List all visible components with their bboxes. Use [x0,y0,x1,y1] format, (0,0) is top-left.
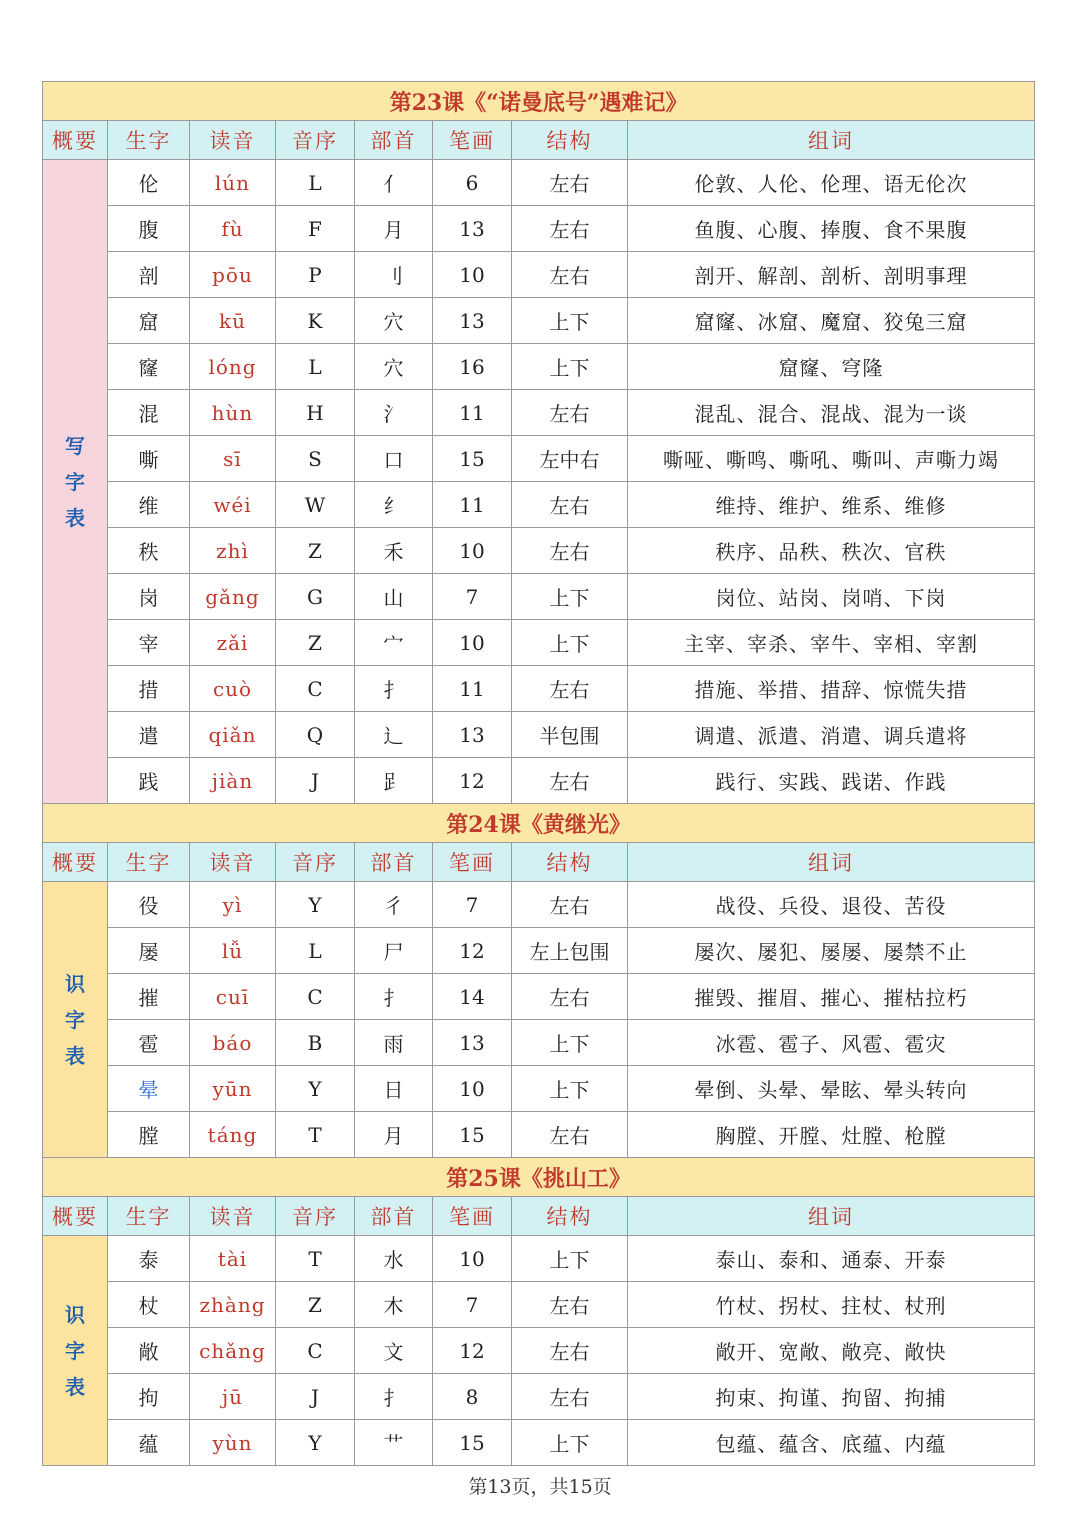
cell-radical: 木 [355,1282,433,1328]
cell-words: 嘶哑、嘶鸣、嘶吼、嘶叫、声嘶力竭 [628,436,1035,482]
cell-structure: 上下 [512,574,628,620]
cell-words: 摧毁、摧眉、摧心、摧枯拉朽 [628,974,1035,1020]
cell-radical: 水 [355,1236,433,1282]
cell-radical: 口 [355,436,433,482]
table-row [43,390,1035,436]
column-header-words: 组词 [628,843,1035,882]
column-header-words: 组词 [628,1197,1035,1236]
cell-radical: 月 [355,206,433,252]
cell-strokes: 13 [433,712,512,758]
cell-words: 拘束、拘谨、拘留、拘捕 [628,1374,1035,1420]
cell-radical: 氵 [355,390,433,436]
column-header-order: 音序 [276,121,355,160]
section-label: 识 字 表 [43,882,108,1158]
cell-order: Y [276,1066,355,1112]
cell-char: 拘 [108,1374,190,1420]
table-row [43,298,1035,344]
table-row [43,1066,1035,1112]
cell-pinyin: zhàng [190,1282,276,1328]
cell-pinyin: zǎi [190,620,276,666]
cell-order: C [276,974,355,1020]
cell-structure: 左上包围 [512,928,628,974]
cell-words: 调遣、派遣、消遣、调兵遣将 [628,712,1035,758]
cell-words: 战役、兵役、退役、苦役 [628,882,1035,928]
cell-strokes: 10 [433,252,512,298]
cell-words: 维持、维护、维系、维修 [628,482,1035,528]
cell-order: Y [276,882,355,928]
cell-char: 岗 [108,574,190,620]
cell-radical: 𧾷 [355,758,433,804]
cell-char: 秩 [108,528,190,574]
cell-pinyin: lǚ [190,928,276,974]
table-row [43,1236,1035,1282]
cell-char: 窿 [108,344,190,390]
table-row [43,528,1035,574]
cell-words: 冰雹、雹子、风雹、雹灾 [628,1020,1035,1066]
table-row [43,758,1035,804]
cell-radical: 艹 [355,1420,433,1466]
cell-pinyin: jū [190,1374,276,1420]
cell-pinyin: zhì [190,528,276,574]
cell-char: 维 [108,482,190,528]
cell-pinyin: lóng [190,344,276,390]
cell-order: Z [276,1282,355,1328]
cell-strokes: 15 [433,1112,512,1158]
cell-pinyin: cuò [190,666,276,712]
cell-radical: 刂 [355,252,433,298]
table-row [43,344,1035,390]
cell-strokes: 7 [433,574,512,620]
column-header-row [43,843,1035,882]
cell-order: B [276,1020,355,1066]
cell-pinyin: kū [190,298,276,344]
table-row [43,928,1035,974]
column-header-pinyin: 读音 [190,843,276,882]
cell-order: H [276,390,355,436]
cell-radical: 穴 [355,344,433,390]
cell-strokes: 12 [433,928,512,974]
lesson-title-row [43,804,1035,843]
page-footer: 第13页，共15页 [468,1476,612,1498]
cell-structure: 上下 [512,1020,628,1066]
cell-words: 包蕴、蕴含、底蕴、内蕴 [628,1420,1035,1466]
cell-strokes: 11 [433,482,512,528]
cell-words: 胸膛、开膛、灶膛、枪膛 [628,1112,1035,1158]
column-header-summary: 概要 [43,1197,108,1236]
cell-radical: 辶 [355,712,433,758]
column-header-radical: 部首 [355,121,433,160]
cell-words: 剖开、解剖、剖析、剖明事理 [628,252,1035,298]
cell-pinyin: táng [190,1112,276,1158]
cell-order: L [276,344,355,390]
cell-words: 敞开、宽敞、敞亮、敞快 [628,1328,1035,1374]
cell-structure: 左右 [512,1112,628,1158]
cell-char: 腹 [108,206,190,252]
cell-strokes: 10 [433,528,512,574]
lesson-title-row [43,82,1035,121]
cell-words: 秩序、品秩、秩次、官秩 [628,528,1035,574]
cell-words: 伦敦、人伦、伦理、语无伦次 [628,160,1035,206]
cell-pinyin: qiǎn [190,712,276,758]
lesson-title-row [43,1158,1035,1197]
column-header-summary: 概要 [43,121,108,160]
column-header-words: 组词 [628,121,1035,160]
cell-structure: 左右 [512,1282,628,1328]
vocabulary-table [42,81,1035,1466]
cell-radical: 彳 [355,882,433,928]
cell-words: 泰山、泰和、通泰、开泰 [628,1236,1035,1282]
column-header-char: 生字 [108,121,190,160]
cell-structure: 左右 [512,252,628,298]
cell-structure: 左右 [512,482,628,528]
cell-order: Z [276,620,355,666]
cell-words: 屡次、屡犯、屡屡、屡禁不止 [628,928,1035,974]
cell-char: 屡 [108,928,190,974]
cell-strokes: 15 [433,1420,512,1466]
cell-order: J [276,1374,355,1420]
table-row [43,974,1035,1020]
column-header-strokes: 笔画 [433,121,512,160]
column-header-structure: 结构 [512,121,628,160]
column-header-row [43,1197,1035,1236]
cell-structure: 左中右 [512,436,628,482]
cell-strokes: 11 [433,390,512,436]
cell-pinyin: jiàn [190,758,276,804]
cell-strokes: 8 [433,1374,512,1420]
cell-char: 嘶 [108,436,190,482]
cell-pinyin: sī [190,436,276,482]
cell-radical: 禾 [355,528,433,574]
cell-structure: 左右 [512,160,628,206]
cell-char: 窟 [108,298,190,344]
cell-radical: 日 [355,1066,433,1112]
cell-structure: 上下 [512,298,628,344]
cell-radical: 扌 [355,974,433,1020]
table-row [43,252,1035,298]
column-header-structure: 结构 [512,1197,628,1236]
table-row [43,620,1035,666]
cell-pinyin: yūn [190,1066,276,1112]
cell-radical: 宀 [355,620,433,666]
cell-radical: 纟 [355,482,433,528]
table-row [43,574,1035,620]
cell-char: 雹 [108,1020,190,1066]
cell-pinyin: gǎng [190,574,276,620]
column-header-row [43,121,1035,160]
cell-structure: 半包围 [512,712,628,758]
cell-strokes: 11 [433,666,512,712]
cell-char: 晕 [108,1066,190,1112]
column-header-order: 音序 [276,1197,355,1236]
table-row [43,1112,1035,1158]
cell-structure: 上下 [512,344,628,390]
cell-order: L [276,160,355,206]
cell-words: 主宰、宰杀、宰牛、宰相、宰割 [628,620,1035,666]
table-row [43,206,1035,252]
cell-words: 践行、实践、践诺、作践 [628,758,1035,804]
cell-order: F [276,206,355,252]
cell-char: 混 [108,390,190,436]
lesson-title: 第23课《“诺曼底号”遇难记》 [43,82,1035,121]
cell-strokes: 12 [433,1328,512,1374]
cell-char: 摧 [108,974,190,1020]
cell-structure: 左右 [512,666,628,712]
table-row [43,436,1035,482]
cell-radical: 山 [355,574,433,620]
cell-char: 遣 [108,712,190,758]
table-row [43,1020,1035,1066]
cell-structure: 上下 [512,1066,628,1112]
cell-radical: 文 [355,1328,433,1374]
cell-structure: 上下 [512,1420,628,1466]
cell-structure: 左右 [512,1328,628,1374]
column-header-radical: 部首 [355,1197,433,1236]
cell-words: 岗位、站岗、岗哨、下岗 [628,574,1035,620]
cell-strokes: 13 [433,1020,512,1066]
cell-char: 泰 [108,1236,190,1282]
cell-structure: 上下 [512,620,628,666]
table-row [43,882,1035,928]
cell-char: 措 [108,666,190,712]
cell-structure: 左右 [512,758,628,804]
cell-char: 伦 [108,160,190,206]
cell-pinyin: chǎng [190,1328,276,1374]
cell-radical: 亻 [355,160,433,206]
table-row [43,160,1035,206]
cell-strokes: 7 [433,882,512,928]
cell-order: Z [276,528,355,574]
cell-strokes: 6 [433,160,512,206]
cell-order: W [276,482,355,528]
cell-radical: 穴 [355,298,433,344]
cell-radical: 雨 [355,1020,433,1066]
cell-radical: 尸 [355,928,433,974]
cell-pinyin: wéi [190,482,276,528]
cell-structure: 左右 [512,974,628,1020]
cell-pinyin: fù [190,206,276,252]
cell-order: J [276,758,355,804]
column-header-structure: 结构 [512,843,628,882]
cell-words: 晕倒、头晕、晕眩、晕头转向 [628,1066,1035,1112]
cell-strokes: 10 [433,1066,512,1112]
cell-strokes: 7 [433,1282,512,1328]
cell-pinyin: pōu [190,252,276,298]
cell-order: Y [276,1420,355,1466]
cell-words: 窟窿、穹隆 [628,344,1035,390]
column-header-strokes: 笔画 [433,1197,512,1236]
cell-order: Q [276,712,355,758]
column-header-pinyin: 读音 [190,121,276,160]
cell-words: 鱼腹、心腹、捧腹、食不果腹 [628,206,1035,252]
cell-char: 役 [108,882,190,928]
column-header-strokes: 笔画 [433,843,512,882]
cell-order: C [276,1328,355,1374]
cell-strokes: 15 [433,436,512,482]
table-row [43,1328,1035,1374]
cell-char: 剖 [108,252,190,298]
cell-strokes: 13 [433,206,512,252]
cell-order: L [276,928,355,974]
cell-structure: 左右 [512,206,628,252]
cell-char: 敞 [108,1328,190,1374]
cell-strokes: 16 [433,344,512,390]
cell-radical: 扌 [355,666,433,712]
cell-order: T [276,1236,355,1282]
cell-strokes: 14 [433,974,512,1020]
cell-words: 措施、举措、措辞、惊慌失措 [628,666,1035,712]
cell-char: 膛 [108,1112,190,1158]
column-header-char: 生字 [108,843,190,882]
cell-pinyin: yì [190,882,276,928]
column-header-order: 音序 [276,843,355,882]
cell-words: 竹杖、拐杖、拄杖、杖刑 [628,1282,1035,1328]
cell-pinyin: báo [190,1020,276,1066]
table-row [43,666,1035,712]
cell-strokes: 13 [433,298,512,344]
cell-strokes: 12 [433,758,512,804]
lesson-title: 第25课《挑山工》 [43,1158,1035,1197]
cell-char: 践 [108,758,190,804]
cell-order: G [276,574,355,620]
section-label: 识 字 表 [43,1236,108,1466]
table-row [43,1420,1035,1466]
cell-order: T [276,1112,355,1158]
cell-words: 混乱、混合、混战、混为一谈 [628,390,1035,436]
column-header-radical: 部首 [355,843,433,882]
cell-structure: 左右 [512,1374,628,1420]
table-row [43,1374,1035,1420]
cell-pinyin: tài [190,1236,276,1282]
cell-words: 窟窿、冰窟、魔窟、狡兔三窟 [628,298,1035,344]
cell-structure: 左右 [512,390,628,436]
column-header-summary: 概要 [43,843,108,882]
cell-char: 杖 [108,1282,190,1328]
column-header-pinyin: 读音 [190,1197,276,1236]
cell-order: K [276,298,355,344]
column-header-char: 生字 [108,1197,190,1236]
lesson-title: 第24课《黄继光》 [43,804,1035,843]
cell-pinyin: cuī [190,974,276,1020]
cell-order: P [276,252,355,298]
table-row [43,712,1035,758]
cell-structure: 左右 [512,528,628,574]
cell-structure: 左右 [512,882,628,928]
table-row [43,1282,1035,1328]
cell-order: C [276,666,355,712]
section-label: 写 字 表 [43,160,108,804]
cell-radical: 月 [355,1112,433,1158]
cell-pinyin: yùn [190,1420,276,1466]
cell-char: 蕴 [108,1420,190,1466]
cell-structure: 上下 [512,1236,628,1282]
cell-char: 宰 [108,620,190,666]
cell-strokes: 10 [433,620,512,666]
cell-pinyin: hùn [190,390,276,436]
table-row [43,482,1035,528]
cell-order: S [276,436,355,482]
cell-strokes: 10 [433,1236,512,1282]
cell-pinyin: lún [190,160,276,206]
cell-radical: 扌 [355,1374,433,1420]
